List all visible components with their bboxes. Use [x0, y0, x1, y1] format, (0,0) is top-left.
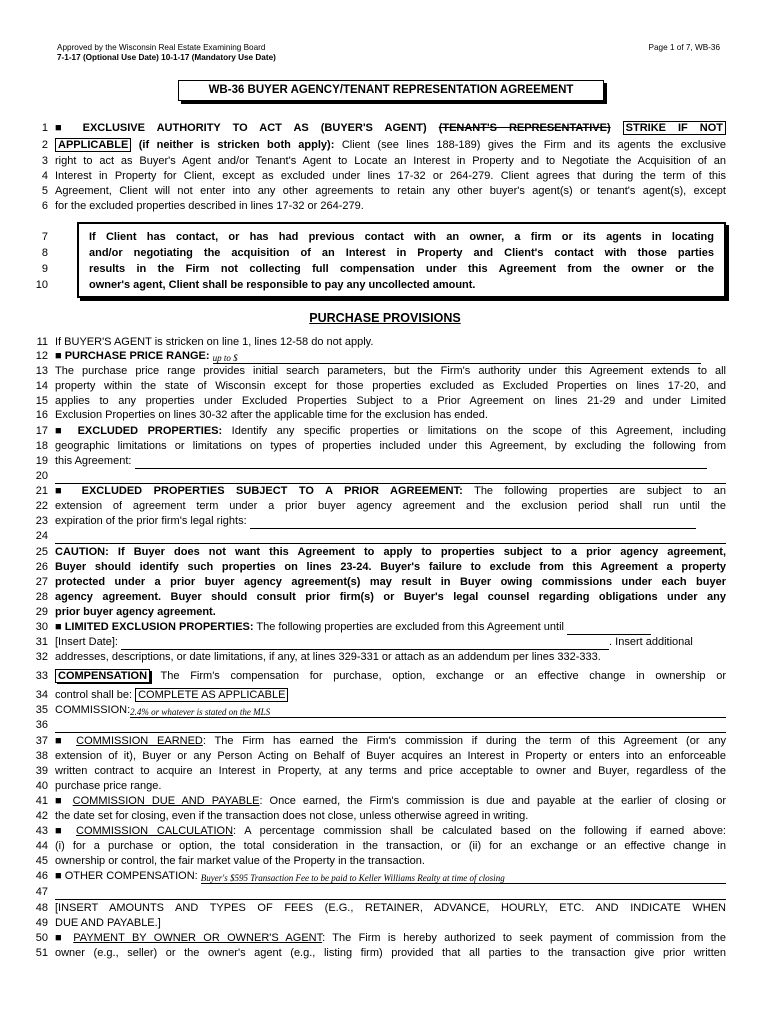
line-text: APPLICABLE (if neither is stricken both apply): Client (see lines 188-189) gives the Firm and its agents the exclusive: [55, 138, 726, 153]
line-21: [22, 484, 726, 499]
line-number: 11: [36, 336, 48, 348]
line-22: [22, 499, 726, 514]
line-text: expiration of the prior firm's legal rights:: [55, 514, 726, 529]
line-49: [22, 916, 726, 931]
line-11: [22, 335, 726, 350]
prior-agreement-field[interactable]: [250, 516, 696, 529]
line-text: [INSERT AMOUNTS AND TYPES OF FEES (E.G., RETAINER, ADVANCE, HOURLY, ETC. AND INDICATE WHEN: [55, 902, 726, 914]
client-contact-notice: If Client has contact, or has had previous contact with an owner, a firm or its agents in locating and/or negotiating the acquisition of an Interest in Property and Client's contact with those parties results in the Firm not collecting full compensation under this Agreement from the owner or the owner's agent, Client shall be responsible to pay any uncollected amount.: [77, 222, 726, 298]
tenant-rep-struck: (TENANT'S REPRESENTATIVE): [438, 122, 611, 134]
line-number: 38: [35, 750, 48, 762]
line-text: extension of it), Buyer or any Person Acting on Behalf of Buyer acquires an Interest in Property or enters into an enforceable: [55, 750, 726, 762]
exclusive-authority-heading: ■ EXCLUSIVE AUTHORITY TO ACT AS (BUYER'S AGENT): [55, 122, 427, 134]
line-number: 39: [35, 765, 48, 777]
line-number: 31: [35, 636, 48, 648]
line-4: [22, 169, 726, 184]
line-text: protected under a prior buyer agency agreement(s) may result in Buyer owing commissions under each buyer: [55, 576, 726, 588]
line-text: the date set for closing, even if the transaction does not close, unless otherwise agreed in writing.: [55, 810, 529, 822]
line-19: [22, 454, 726, 469]
line-text: [55, 885, 726, 900]
line-text: ■ EXCLUDED PROPERTIES SUBJECT TO A PRIOR AGREEMENT: The following properties are subject to an: [55, 485, 726, 497]
line-number: 12: [35, 350, 48, 362]
line-number: 33: [35, 670, 48, 682]
approval-text: Approved by the Wisconsin Real Estate Examining Board: [57, 43, 266, 52]
commission-field-2[interactable]: [55, 720, 726, 733]
line-text: ■ PURCHASE PRICE RANGE: up to $: [55, 349, 726, 364]
line-text: ■ PAYMENT BY OWNER OR OWNER'S AGENT: The Firm is hereby authorized to seek payment of commission from the: [55, 932, 726, 944]
strike-if-not-box: STRIKE IF NOT: [623, 121, 726, 135]
line-number: 24: [35, 530, 48, 542]
line-3: [22, 154, 726, 169]
line-number: 13: [35, 365, 48, 377]
line-number: 48: [35, 902, 48, 914]
line-text: ■ COMMISSION EARNED: The Firm has earned the Firm's commission if during the term of this Agreement (or any: [55, 735, 726, 747]
line-number: 17: [35, 425, 48, 437]
line-text: [55, 469, 726, 484]
line-text: Agreement, Client will not enter into any other agreements to retain any other buyer's agent(s) or tenant's agent(s), except: [55, 185, 726, 197]
line-45: [22, 854, 726, 869]
line-number: 51: [35, 947, 48, 959]
line-number: 44: [35, 840, 48, 852]
line-15: [22, 394, 726, 409]
line-29: [22, 605, 726, 620]
line-text: ■ OTHER COMPENSATION: Buyer's $595 Transaction Fee to be paid to Keller Williams Realty at time of closing: [55, 869, 726, 884]
line-40: [22, 779, 726, 794]
line-text: purchase price range.: [55, 780, 162, 792]
other-compensation-field[interactable]: Buyer's $595 Transaction Fee to be paid to Keller Williams Realty at time of closing: [201, 871, 726, 884]
line-5: [22, 184, 726, 199]
line-number: 50: [35, 932, 48, 944]
line-text: [55, 718, 726, 733]
line-text: COMMISSION:2.4% or whatever is stated on the MLS: [55, 703, 726, 718]
compensation-box: COMPENSATION: [55, 669, 150, 683]
line-text: Interest in Property for Client, except as excluded under lines 17-32 or 264-279. Client agrees that during the term of this: [55, 170, 726, 182]
line-33: [22, 669, 726, 684]
line-text: agency agreement. Buyer should consult prior firm(s) or Buyer's legal counsel regarding obligations under any: [55, 591, 726, 603]
line-text: DUE AND PAYABLE.]: [55, 917, 161, 929]
line-number: 4: [41, 170, 48, 182]
line-text: (i) for a purchase or option, the total consideration in the transaction, or (ii) for an exchange or an effective change in: [55, 840, 726, 852]
page-number: Page 1 of 7, WB-36: [648, 43, 720, 52]
line-text: owner (e.g., seller) or the owner's agent (e.g., listing firm) provided that all parties to the transaction give prior written: [55, 947, 726, 959]
line-41: [22, 794, 726, 809]
line-34: [22, 688, 726, 703]
line-text: written contract to acquire an Interest in Property, at any terms and price acceptable to owner and Buyer, regardless of the: [55, 765, 726, 777]
line-number: 26: [35, 561, 48, 573]
line-35: [22, 703, 726, 718]
line-number: 9: [41, 263, 48, 275]
line-text: prior buyer agency agreement.: [55, 606, 216, 618]
line-text: ■ COMMISSION DUE AND PAYABLE: Once earned, the Firm's commission is due and payable at the earlier of closing or: [55, 795, 726, 807]
limited-exclusion-date-field[interactable]: [567, 622, 651, 635]
line-14: [22, 379, 726, 394]
line-text: If BUYER'S AGENT is stricken on line 1, lines 12-58 do not apply.: [55, 336, 374, 348]
price-range-field[interactable]: up to $: [213, 351, 701, 364]
line-number: 22: [35, 500, 48, 512]
line-number: 10: [35, 279, 48, 291]
line-32: [22, 650, 726, 665]
excluded-properties-field-2[interactable]: [55, 471, 726, 484]
line-number: 18: [35, 440, 48, 452]
line-number: 43: [35, 825, 48, 837]
other-compensation-field-2[interactable]: [55, 887, 726, 900]
line-2: [22, 138, 726, 153]
line-number: 41: [35, 795, 48, 807]
line-number: 36: [35, 719, 48, 731]
use-dates: 7-1-17 (Optional Use Date) 10-1-17 (Mandatory Use Date): [57, 53, 276, 62]
line-number: 29: [35, 606, 48, 618]
line-text: extension of agreement term under a prior buyer agency agreement and the exclusion period shall run until the: [55, 500, 726, 512]
line-text: ownership or control, the fair market value of the Property in the transaction.: [55, 855, 425, 867]
line-47: [22, 885, 726, 900]
line-13: [22, 364, 726, 379]
line-number: 40: [35, 780, 48, 792]
line-text: geographic limitations or limitations on types of properties included under this Agreement, by excluding the following from: [55, 440, 726, 452]
line-number: 45: [35, 855, 48, 867]
line-number: 37: [35, 735, 48, 747]
prior-agreement-field-2[interactable]: [55, 531, 726, 544]
line-number: 28: [35, 591, 48, 603]
line-number: 3: [41, 155, 48, 167]
document-title: WB-36 BUYER AGENCY/TENANT REPRESENTATION AGREEMENT: [178, 80, 604, 101]
line-number: 21: [35, 485, 48, 497]
line-39: [22, 764, 726, 779]
line-text: The purchase price range provides initial search parameters, but the Firm's authority under this Agreement extends to all: [55, 365, 726, 377]
line-number: 20: [35, 470, 48, 482]
line-number: 7: [41, 231, 48, 243]
line-48: [22, 901, 726, 916]
line-12: [22, 349, 726, 364]
line-number: 23: [35, 515, 48, 527]
applicable-box: APPLICABLE: [55, 138, 131, 152]
line-number: 47: [35, 886, 48, 898]
line-number: 8: [41, 247, 48, 259]
line-number: 2: [41, 139, 48, 151]
line-text: right to act as Buyer's Agent and/or Tenant's Agent to Locate an Interest in Property and to Negotiate the Acquisition of an: [55, 155, 726, 167]
line-number: 27: [35, 576, 48, 588]
line-46: [22, 869, 726, 884]
line-text: Exclusion Properties on lines 30-32 after the applicable time for the exclusion has ended.: [55, 409, 488, 421]
approval-header: [57, 43, 276, 63]
line-number: 25: [35, 546, 48, 558]
line-text: property within the state of Wisconsin except for those properties excluded as Excluded Properties on lines 17-20, and: [55, 380, 726, 392]
line-27: [22, 575, 726, 590]
line-number: 5: [41, 185, 48, 197]
line-number: 49: [35, 917, 48, 929]
line-26: [22, 560, 726, 575]
purchase-provisions-title: PURCHASE PROVISIONS: [309, 311, 461, 325]
line-number: 46: [35, 870, 48, 882]
line-text: ■ EXCLUDED PROPERTIES: Identify any specific properties or limitations on the scope of this Agreement, including: [55, 425, 726, 437]
line-31: [22, 635, 726, 650]
line-number: 15: [35, 395, 48, 407]
line-36: [22, 718, 726, 733]
line-17: [22, 424, 726, 439]
line-text: CAUTION: If Buyer does not want this Agreement to apply to properties subject to a prior agency agreement,: [55, 546, 726, 558]
line-number: 16: [35, 409, 48, 421]
line-text: COMPENSATION The Firm's compensation for purchase, option, exchange or an effective change in ownership or: [55, 669, 726, 684]
line-25: [22, 545, 726, 560]
line-number: 34: [35, 689, 48, 701]
line-number: 14: [35, 380, 48, 392]
line-24: [22, 529, 726, 544]
line-number: 35: [35, 704, 48, 716]
line-number: 19: [35, 455, 48, 467]
line-44: [22, 839, 726, 854]
line-number: 6: [41, 200, 48, 212]
commission-field[interactable]: 2.4% or whatever is stated on the MLS: [130, 705, 726, 718]
line-number: 1: [41, 122, 48, 134]
line-6: [22, 199, 726, 214]
line-42: [22, 809, 726, 824]
line-43: [22, 824, 726, 839]
line-text: [55, 121, 726, 136]
line-38: [22, 749, 726, 764]
line-23: [22, 514, 726, 529]
line-text: Buyer should identify such properties on lines 23-24. Buyer's failure to exclude from this Agreement a property: [55, 561, 726, 573]
line-number: 32: [35, 651, 48, 663]
line-text: addresses, descriptions, or date limitations, if any, at lines 329-331 or attach as an addendum per lines 332-333.: [55, 651, 601, 663]
line-text: control shall be: COMPLETE AS APPLICABLE: [55, 688, 726, 703]
line-37: [22, 734, 726, 749]
complete-as-applicable-box: COMPLETE AS APPLICABLE: [135, 688, 288, 702]
line-1: [22, 121, 726, 136]
line-text: [Insert Date]: . Insert additional: [55, 636, 693, 648]
line-text: for the excluded properties described in lines 17-32 or 264-279.: [55, 200, 364, 212]
line-text: ■ LIMITED EXCLUSION PROPERTIES: The following properties are excluded from this Agreement until: [55, 620, 726, 635]
line-number: 30: [35, 621, 48, 633]
line-text: [55, 529, 726, 544]
line-50: [22, 931, 726, 946]
line-16: [22, 408, 726, 423]
line-30: [22, 620, 726, 635]
line-51: [22, 946, 726, 961]
line-text: ■ COMMISSION CALCULATION: A percentage commission shall be calculated based on the following if earned above:: [55, 825, 726, 837]
excluded-properties-field[interactable]: [135, 456, 707, 469]
line-28: [22, 590, 726, 605]
line-20: [22, 469, 726, 484]
line-18: [22, 439, 726, 454]
line-text: this Agreement:: [55, 454, 726, 469]
line-text: applies to any properties under Excluded Properties Subject to a Prior Agreement on lines 21-29 and under Limited: [55, 395, 726, 407]
line-number: 42: [35, 810, 48, 822]
insert-date-field[interactable]: [121, 637, 609, 650]
